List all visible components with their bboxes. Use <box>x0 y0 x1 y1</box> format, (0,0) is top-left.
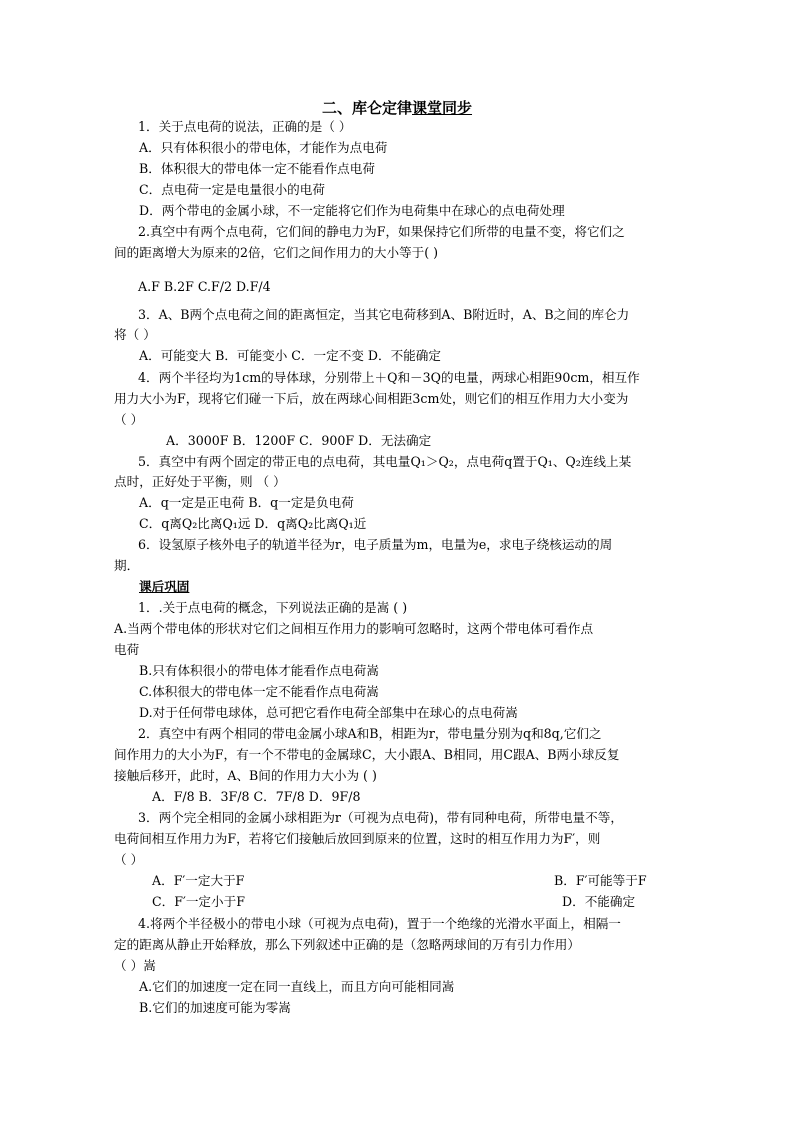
q3-stem-line1: 3．A、B两个点电荷之间的距离恒定，当其它电荷移到A、B附近时，A、B之间的库仑力 <box>138 307 630 322</box>
q4-stem-line3: （ ） <box>114 412 144 427</box>
q2-options: A.F B.2F C.F/2 D.F/4 <box>138 279 271 294</box>
hw4-option-b: B.它们的加速度可能为零嵩 <box>139 1000 291 1015</box>
hw1-option-a-line2: 电荷 <box>114 642 140 657</box>
q4-stem-line1: 4．两个半径均为1cm的导体球，分别带上＋Q和－3Q的电量，两球心相距90cm，相互作 <box>138 370 640 385</box>
q2-stem-line2: 间的距离增大为原来的2倍，它们之间作用力的大小等于( ) <box>114 245 439 260</box>
hw1-option-d: D.对于任何带电球体，总可把它看作电荷全部集中在球心的点电荷嵩 <box>139 705 518 720</box>
q5-stem-line1: 5．真空中有两个固定的带正电的点电荷，其电量Q₁＞Q₂，点电荷q置于Q₁、Q₂连线上某 <box>138 454 632 469</box>
hw3-option-b: B．F′可能等于F <box>554 873 647 888</box>
hw1-stem: 1．.关于点电荷的概念，下列说法正确的是嵩 ( ) <box>138 600 408 615</box>
q3-options: A．可能变大 B．可能变小 C．一定不变 D．不能确定 <box>139 348 441 363</box>
q5-options-ab: A．q一定是正电荷 B．q一定是负电荷 <box>139 495 354 510</box>
hw1-option-a-line1: A.当两个带电体的形状对它们之间相互作用力的影响可忽略时，这两个带电体可看作点 <box>114 621 594 636</box>
q2-stem-line1: 2.真空中有两个点电荷，它们间的静电力为F，如果保持它们所带的电量不变，将它们之 <box>138 224 625 239</box>
hw2-stem-line2: 间作用力的大小为F，有一个不带电的金属球C，大小跟A、B相同，用C跟A、B两小球反复 <box>114 747 620 762</box>
hw3-option-c: C．F′一定小于F <box>152 894 245 909</box>
q3-stem-line2: 将（ ） <box>114 327 156 342</box>
q1-stem: 1．关于点电荷的说法，正确的是（ ） <box>138 119 352 134</box>
hw4-stem-line2: 定的距离从静止开始释放，那么下列叙述中正确的是（忽略两球间的万有引力作用） <box>114 937 580 952</box>
q4-options: A．3000F B．1200F C．900F D．无法确定 <box>166 433 432 448</box>
hw3-options-cd <box>152 892 724 912</box>
hw3-stem-line3: （ ） <box>114 852 144 867</box>
hw1-option-c: C.体积很大的带电体一定不能看作点电荷嵩 <box>139 684 379 699</box>
q4-stem-line2: 用力大小为F，现将它们碰一下后，放在两球心间相距3cm处，则它们的相互作用力大小变为 <box>114 391 629 406</box>
title-main: 二、库仑定律 <box>321 99 412 117</box>
hw3-options-ab <box>152 871 724 891</box>
hw4-stem-line1: 4.将两个半径极小的带电小球（可视为点电荷)，置于一个绝缘的光滑水平面上，相隔一 <box>138 916 621 931</box>
q1-option-b: B．体积很大的带电体一定不能看作点电荷 <box>139 161 375 176</box>
title-sub: 课堂同步 <box>412 99 473 117</box>
page-title <box>0 98 794 118</box>
hw3-option-d: D．不能确定 <box>562 894 636 909</box>
hw2-options: A．F/8 B．3F/8 C．7F/8 D．9F/8 <box>152 789 361 804</box>
hw3-stem-line2: 电荷间相互作用力为F，若将它们接触后放回到原来的位置，这时的相互作用力为F′，则 <box>114 831 601 846</box>
hw2-stem-line1: 2．真空中有两个相同的带电金属小球A和B，相距为r，带电量分别为q和8q,它们之 <box>138 726 602 741</box>
q5-stem-line2: 点时，正好处于平衡，则 （ ） <box>114 474 286 489</box>
q6-stem-line1: 6．设氢原子核外电子的轨道半径为r，电子质量为m，电量为e，求电子绕核运动的周 <box>138 537 613 552</box>
q6-stem-line2: 期． <box>114 558 140 573</box>
hw3-stem-line1: 3．两个完全相同的金属小球相距为r（可视为点电荷)，带有同种电荷，所带电量不等， <box>138 810 623 825</box>
hw4-stem-line3: （ ）嵩 <box>114 958 156 973</box>
q1-option-c: C．点电荷一定是电量很小的电荷 <box>139 182 325 197</box>
hw1-option-b: B.只有体积很小的带电体才能看作点电荷嵩 <box>139 663 379 678</box>
q5-options-cd: C．q离Q₂比离Q₁远 D．q离Q₂比离Q₁近 <box>139 516 367 531</box>
q1-option-d: D．两个带电的金属小球，不一定能将它们作为电荷集中在球心的点电荷处理 <box>139 203 565 218</box>
section-heading: 课后巩固 <box>139 579 190 594</box>
hw4-option-a: A.它们的加速度一定在同一直线上，而且方向可能相同嵩 <box>139 979 455 994</box>
hw2-stem-line3: 接触后移开，此时，A、B间的作用力大小为 ( ) <box>114 768 377 783</box>
hw3-option-a: A．F′一定大于F <box>152 873 245 888</box>
q1-option-a: A．只有体积很小的带电体，才能作为点电荷 <box>139 140 388 155</box>
